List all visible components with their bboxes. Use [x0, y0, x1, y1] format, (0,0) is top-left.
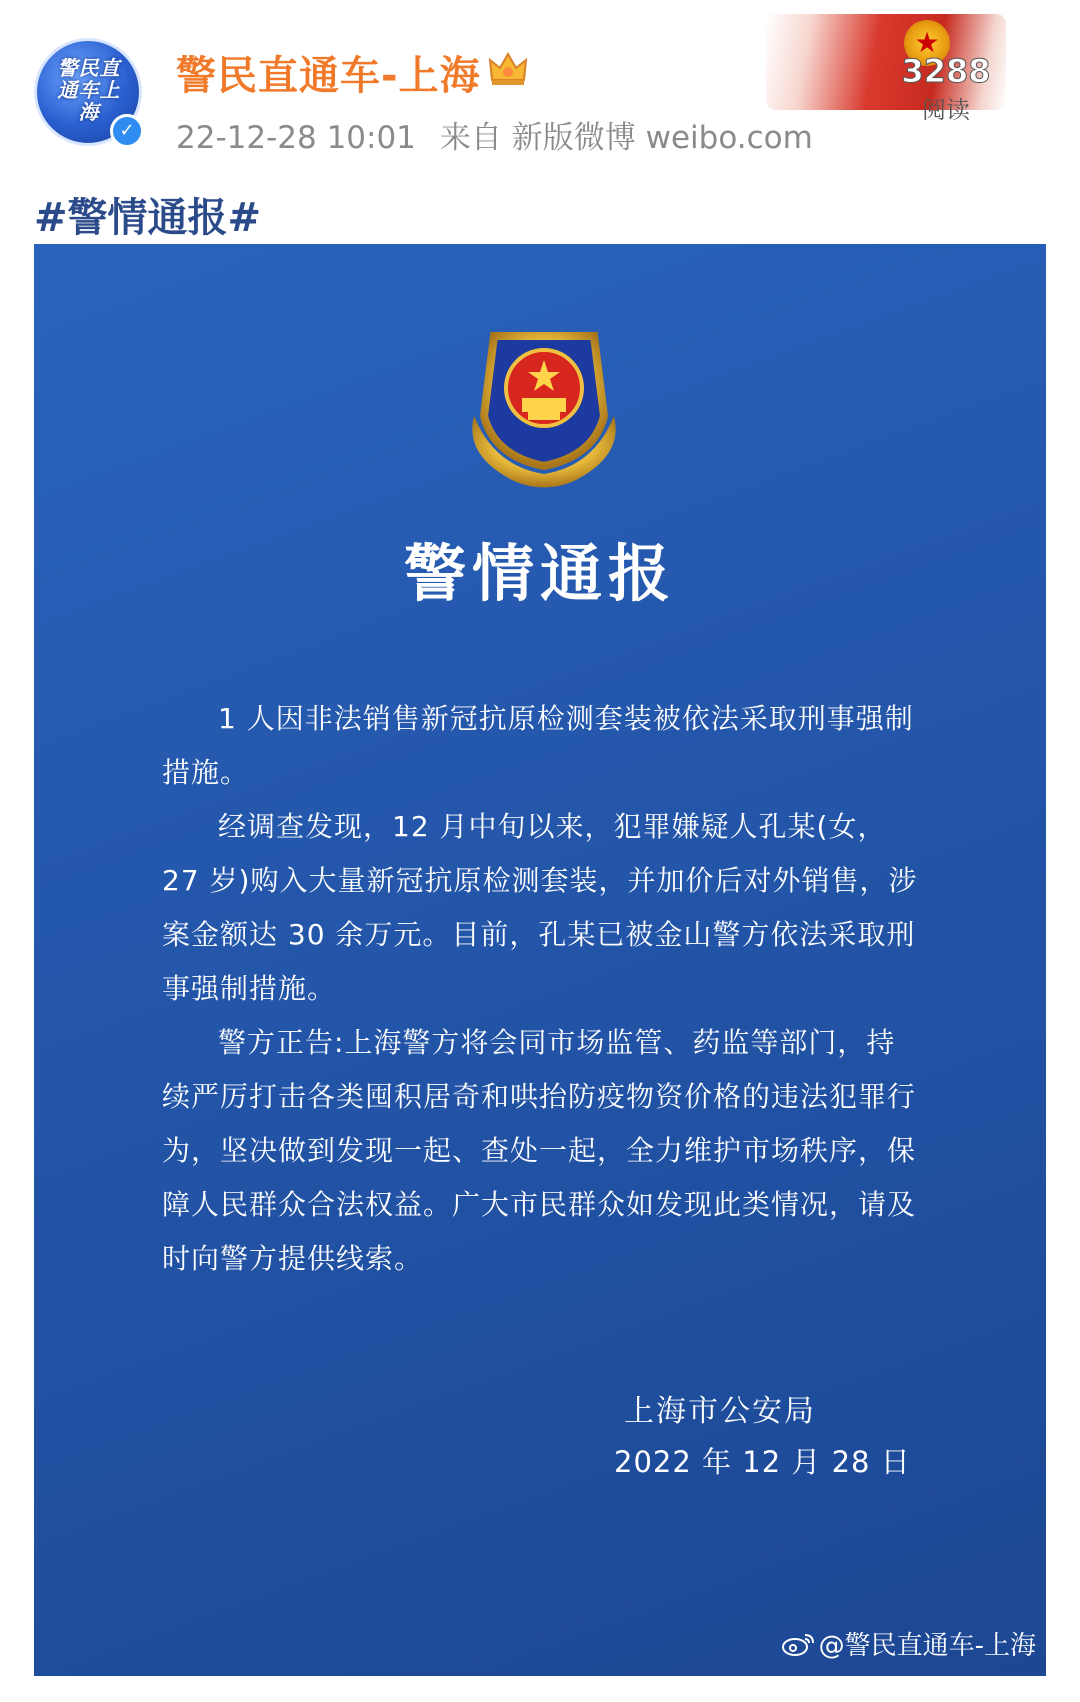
weibo-icon — [781, 1631, 815, 1657]
notice-paragraph: 1 人因非法销售新冠抗原检测套装被依法采取刑事强制措施。 — [162, 702, 914, 789]
police-badge-icon — [454, 316, 634, 496]
verified-badge-icon: ✓ — [110, 114, 144, 148]
hashtag-link[interactable]: #警情通报# — [34, 195, 262, 241]
notice-body — [162, 692, 922, 1286]
avatar-logo-text: 警民直通车上海 — [57, 56, 121, 124]
notice-date: 2022 年 12 月 28 日 — [614, 1445, 911, 1479]
notice-issuer: 上海市公安局 — [624, 1394, 816, 1429]
read-count: 3288 — [901, 52, 991, 90]
post-header — [0, 0, 1080, 170]
police-notice-image[interactable] — [34, 244, 1046, 1676]
post-meta — [176, 112, 837, 157]
read-label: 阅读 — [922, 96, 970, 124]
weibo-watermark — [781, 1625, 1036, 1662]
post-timestamp: 22-12-28 10:01 — [176, 120, 416, 156]
notice-paragraph: 警方正告:上海警方将会同市场监管、药监等部门，持续严厉打击各类囤积居奇和哄抬防疫物资价格的违法犯罪行为，坚决做到发现一起、查处一起，全力维护市场秩序，保障人民群众合法权益。广大市民群众如发现此类情况，请及时向警方提供线索。 — [162, 1026, 917, 1275]
post-source[interactable]: 来自 新版微博 weibo.com — [439, 120, 813, 156]
national-emblem-icon: ★ — [904, 20, 950, 66]
notice-paragraph: 经调查发现，12 月中旬以来，犯罪嫌疑人孔某(女，27 岁)购入大量新冠抗原检测套装，并加价后对外销售，涉案金额达 30 余万元。目前，孔某已被金山警方依法采取刑事强制措施。 — [162, 810, 918, 1005]
username[interactable]: 警民直通车-上海 — [176, 53, 481, 99]
notice-title: 警情通报 — [403, 537, 676, 610]
crown-icon — [488, 50, 528, 86]
watermark-text: @警民直通车-上海 — [818, 1631, 1036, 1661]
